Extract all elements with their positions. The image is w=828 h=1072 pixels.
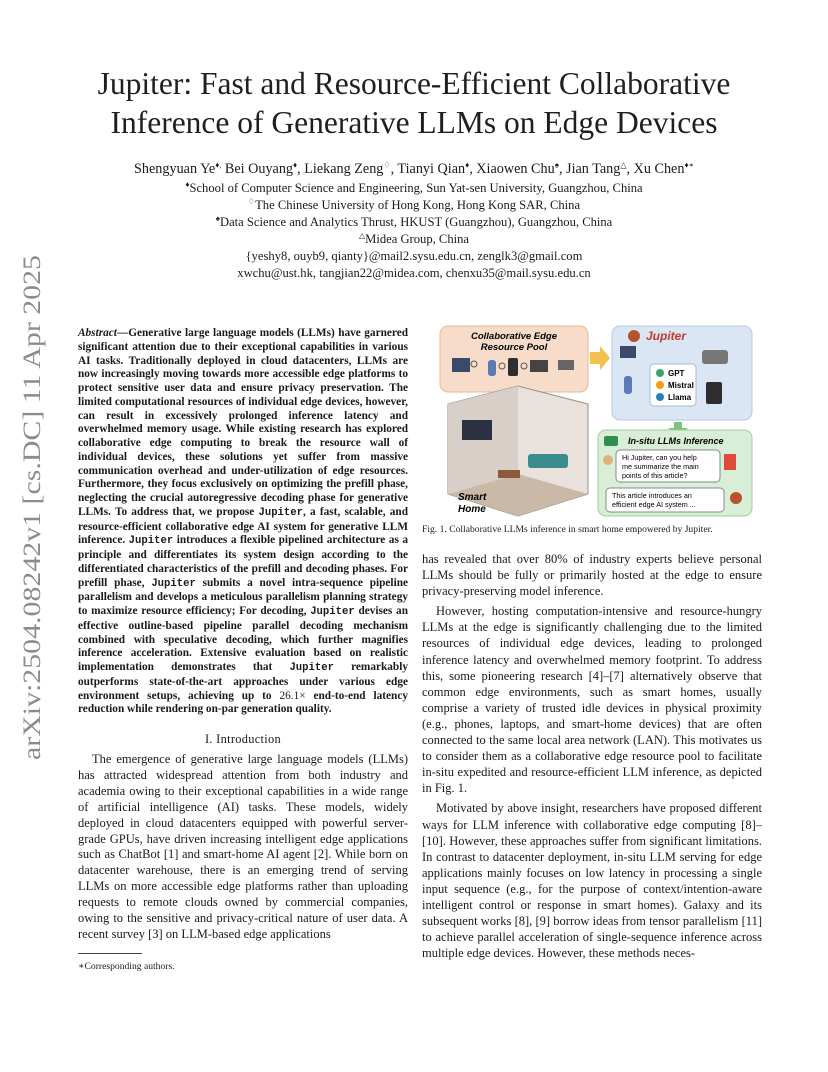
- intro-paragraph: The emergence of generative large language models (LLMs) has attracted widespread attention from both industry and academia owing to their exceptional capabilities in a wide range of artificial intelligence (AI) tasks. These models, widely deployed in cloud datacenters equipped with powerful server-grade GPUs, have driven increasing intelligent edge applications such as ChatBot [1] and smart-home AI agent [2]. While born on datacenter warehouse, there is an emerging trend of serving LLMs on more accessible edge platforms rather than uploading requests to remote clouds owned by commercial companies, owing to the sensitive and privacy-critical nature of user data. A recent survey [3] on LLM-based edge applications: [78, 752, 408, 941]
- svg-text:This article introduces an: This article introduces an: [612, 491, 692, 500]
- gpt-logo-icon: [656, 369, 664, 377]
- arxiv-stamp-graphic: [12, 250, 52, 770]
- title-line-1: Jupiter: Fast and Resource-Efficient Collaborative: [97, 66, 731, 101]
- phone-icon: [508, 358, 518, 376]
- author: Jian Tang△,: [566, 160, 631, 177]
- footnote-divider: [78, 953, 142, 954]
- paragraph: However, hosting computation-intensive and resource-hungry LLMs at the edge is significantly challenging due to the limited resources of individual edge devices, leading to prolonged inference latency and overwhelmed memory footprint. To address this, some pioneering research [4]–[7] alternatively observe that common edge environments, such as smart homes, usually comprise a variety of trusted idle devices in physical proximity (e.g., phones, laptops, and smart-home devices) that are often connected to the same local area network (LAN). This motivates us to consider them as a collaborative edge resource pool to facilitate in-situ expedited and resource-efficient LLM inference, as depicted in Fig. 1.: [422, 604, 762, 796]
- mistral-logo-icon: [656, 381, 664, 389]
- camera-icon: [702, 350, 728, 364]
- chat-icon: [604, 436, 618, 446]
- author: Xu Chen♦∗: [633, 160, 694, 177]
- email-line: xwchu@ust.hk, tangjian22@midea.com, chenxu35@mail.sysu.edu.cn: [237, 266, 591, 280]
- section-heading: I. Introduction: [204, 732, 282, 746]
- model-gpt: GPT: [668, 369, 685, 378]
- email-line: {yeshy8, ouyb9, qianty}@mail2.sysu.edu.cn, zenglk3@gmail.com: [245, 249, 583, 263]
- model-mistral: Mistral: [668, 381, 694, 390]
- arxiv-id-text: arXiv:2504.08242v1 [cs.DC] 11 Apr 2025: [19, 337, 46, 760]
- pool-title-2: Resource Pool: [480, 342, 548, 353]
- home-label-1: Smart: [458, 492, 487, 503]
- tv-icon: [462, 420, 492, 440]
- author: Shengyuan Ye♦,: [134, 160, 222, 177]
- user-avatar-icon: [603, 455, 613, 465]
- svg-text:Hi Jupiter, can you help: Hi Jupiter, can you help: [622, 453, 697, 462]
- svg-text:me summarize the main: me summarize the main: [622, 462, 699, 471]
- phone-icon: [706, 382, 722, 404]
- table-icon: [498, 470, 520, 478]
- svg-text:points of this article?: points of this article?: [622, 471, 688, 480]
- author: Xiaowen Chu♠,: [476, 160, 563, 177]
- title-line-2: Inference of Generative LLMs on Edge Devices: [110, 105, 718, 140]
- speaker-icon: [624, 376, 632, 394]
- affiliation: ♦School of Computer Science and Engineering, Sun Yat-sen University, Guangzhou, China: [185, 179, 643, 195]
- svg-text:efficient edge AI system ...: efficient edge AI system ...: [612, 500, 696, 509]
- figure-illustration: [438, 324, 754, 520]
- paragraph: Motivated by above insight, researchers have proposed different ways for LLM inference with collaborative edge computing [8]–[10]. However, these approaches suffer from significant limitations. In contrast to datacenter deployment, in-situ LLM serving for edge applications mainly focuses on low latency in processing a single input sequence (e.g., for the purpose of context/intention-aware intelligent control or response in smart homes). Galaxy and its subsequent works [8], [9] borrow ideas from tensor parallelism [11] to achieve parallel acceleration of single-sequence inference across multiple edge devices. However, these methods neces-: [422, 801, 762, 961]
- tv-icon: [620, 346, 636, 358]
- affiliation: ♢The Chinese University of Hong Kong, Hong Kong SAR, China: [247, 196, 581, 212]
- arrow-right-icon: [590, 346, 610, 370]
- jupiter-avatar-icon: [730, 492, 742, 504]
- author-list: [40, 161, 788, 178]
- arxiv-identifier: [12, 250, 52, 770]
- home-label-2: Home: [458, 504, 486, 515]
- figure-caption: Fig. 1. Collaborative LLMs inference in smart home empowered by Jupiter.: [422, 524, 713, 535]
- affiliation: ♠Data Science and Analytics Thrust, HKUST (Guangzhou), Guangzhou, China: [215, 213, 613, 229]
- figure-1: [438, 324, 754, 520]
- right-column-body: [422, 551, 762, 961]
- camera-icon: [558, 360, 574, 370]
- paper-title: [50, 64, 778, 142]
- jupiter-label: Jupiter: [646, 329, 687, 343]
- tv-icon: [452, 358, 470, 372]
- model-llama: Llama: [668, 393, 692, 402]
- abstract: Abstract—Generative large language models (LLMs) have garnered significant attention due to their exceptional capabilities in various AI tasks. Traditionally deployed in cloud datacenters, LLMs are now increasingly moving towards more accessible edge platforms to protect sensitive user data and ensure privacy preservation. The limited computational resources of individual edge devices, however, can result in excessively prolonged inference latency and overwhelmed memory usage. While existing research has explored collaborative edge computing to break the resource wall of individual devices, these solutions yet suffer from massive communication overhead and under-utilization of edge resources. Furthermore, they focus exclusively on optimizing the prefill phase, neglecting the crucial autoregressive decoding phase for generative LLMs. To address that, we propose Jupiter, a fast, scalable, and resource-efficient collaborative edge AI system for generative LLM inference. Jupiter introduces a flexible pipelined architecture as a principle and differentiates its system design according to the differentiated characteristics of the prefill and decoding phases. For prefill phase, Jupiter submits a novel intra-sequence pipeline parallelism and develops a meticulous parallelism planning strategy to maximize resource efficiency; For decoding, Jupiter devises an effective outline-based pipeline parallel decoding mechanism combined with speculative decoding, which further magnifies inference acceleration. Extensive evaluation based on realistic implementation demonstrates that Jupiter remarkably outperforms state-of-the-art approaches under various edge environment setups, achieving up to 26.1× end-to-end latency reduction while rendering on-par generation quality.: [78, 327, 408, 716]
- author: Bei Ouyang♦,: [224, 160, 301, 177]
- footnote: ∗Corresponding authors.: [78, 961, 175, 972]
- affiliation: △Midea Group, China: [358, 230, 470, 246]
- pdf-icon: [724, 454, 736, 470]
- pool-title-1: Collaborative Edge: [470, 331, 558, 342]
- author: Tianyi Qian♦,: [397, 160, 473, 177]
- abstract-lead: Abstract: [78, 327, 117, 339]
- jupiter-planet-icon: [628, 330, 640, 342]
- llama-logo-icon: [656, 393, 664, 401]
- author: Liekang Zeng♢,: [304, 160, 395, 177]
- speaker-icon: [488, 360, 496, 376]
- sofa-icon: [528, 454, 568, 468]
- insitu-title: In-situ LLMs Inference: [628, 436, 724, 446]
- laptop-icon: [530, 360, 548, 372]
- paragraph: has revealed that over 80% of industry experts believe personal LLMs should be fully or primarily hosted at the edge to ensure privacy-preserving model inference.: [422, 552, 762, 599]
